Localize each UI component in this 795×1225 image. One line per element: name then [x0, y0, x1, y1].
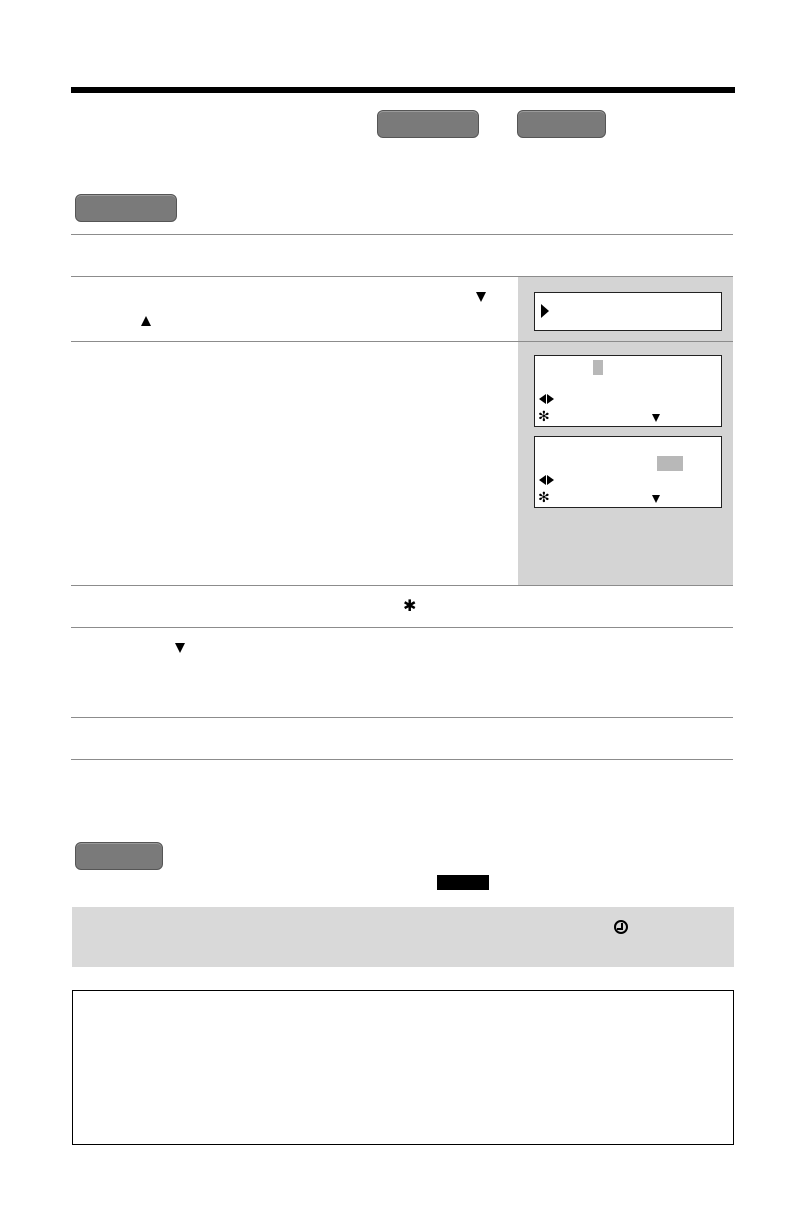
header-rule	[71, 87, 735, 93]
down-arrow-icon	[652, 495, 660, 503]
left-arrow-icon	[539, 394, 546, 404]
step-divider	[71, 627, 733, 628]
lcd-display-edit-2	[534, 436, 722, 508]
step-divider	[71, 759, 733, 760]
note-band	[72, 907, 734, 967]
section-label-pill	[75, 842, 163, 870]
right-arrow-icon	[547, 475, 554, 485]
left-arrow-icon	[539, 475, 546, 485]
lcd-display-edit-1	[534, 355, 722, 427]
down-arrow-icon	[175, 643, 185, 653]
right-arrow-icon	[547, 394, 554, 404]
star-icon: ✻	[538, 490, 550, 506]
lcd-display-menu	[534, 292, 722, 331]
clock-icon	[614, 920, 628, 934]
section-label-pill	[75, 194, 177, 222]
step-divider	[71, 234, 733, 235]
up-arrow-icon	[141, 316, 151, 326]
star-icon: ✻	[538, 409, 550, 425]
down-arrow-icon	[652, 414, 660, 422]
mode-pill-2	[517, 110, 606, 138]
mode-pill-1	[377, 110, 479, 138]
step-divider	[71, 717, 733, 718]
cursor-block	[593, 360, 603, 375]
note-box	[72, 990, 734, 1145]
star-key-icon: ✱	[403, 596, 417, 615]
pointer-triangle-icon	[541, 304, 549, 318]
step-divider	[71, 341, 733, 342]
down-arrow-icon	[476, 292, 486, 302]
cursor-block	[657, 456, 683, 471]
step-divider	[71, 585, 733, 586]
key-label-black	[437, 875, 489, 890]
